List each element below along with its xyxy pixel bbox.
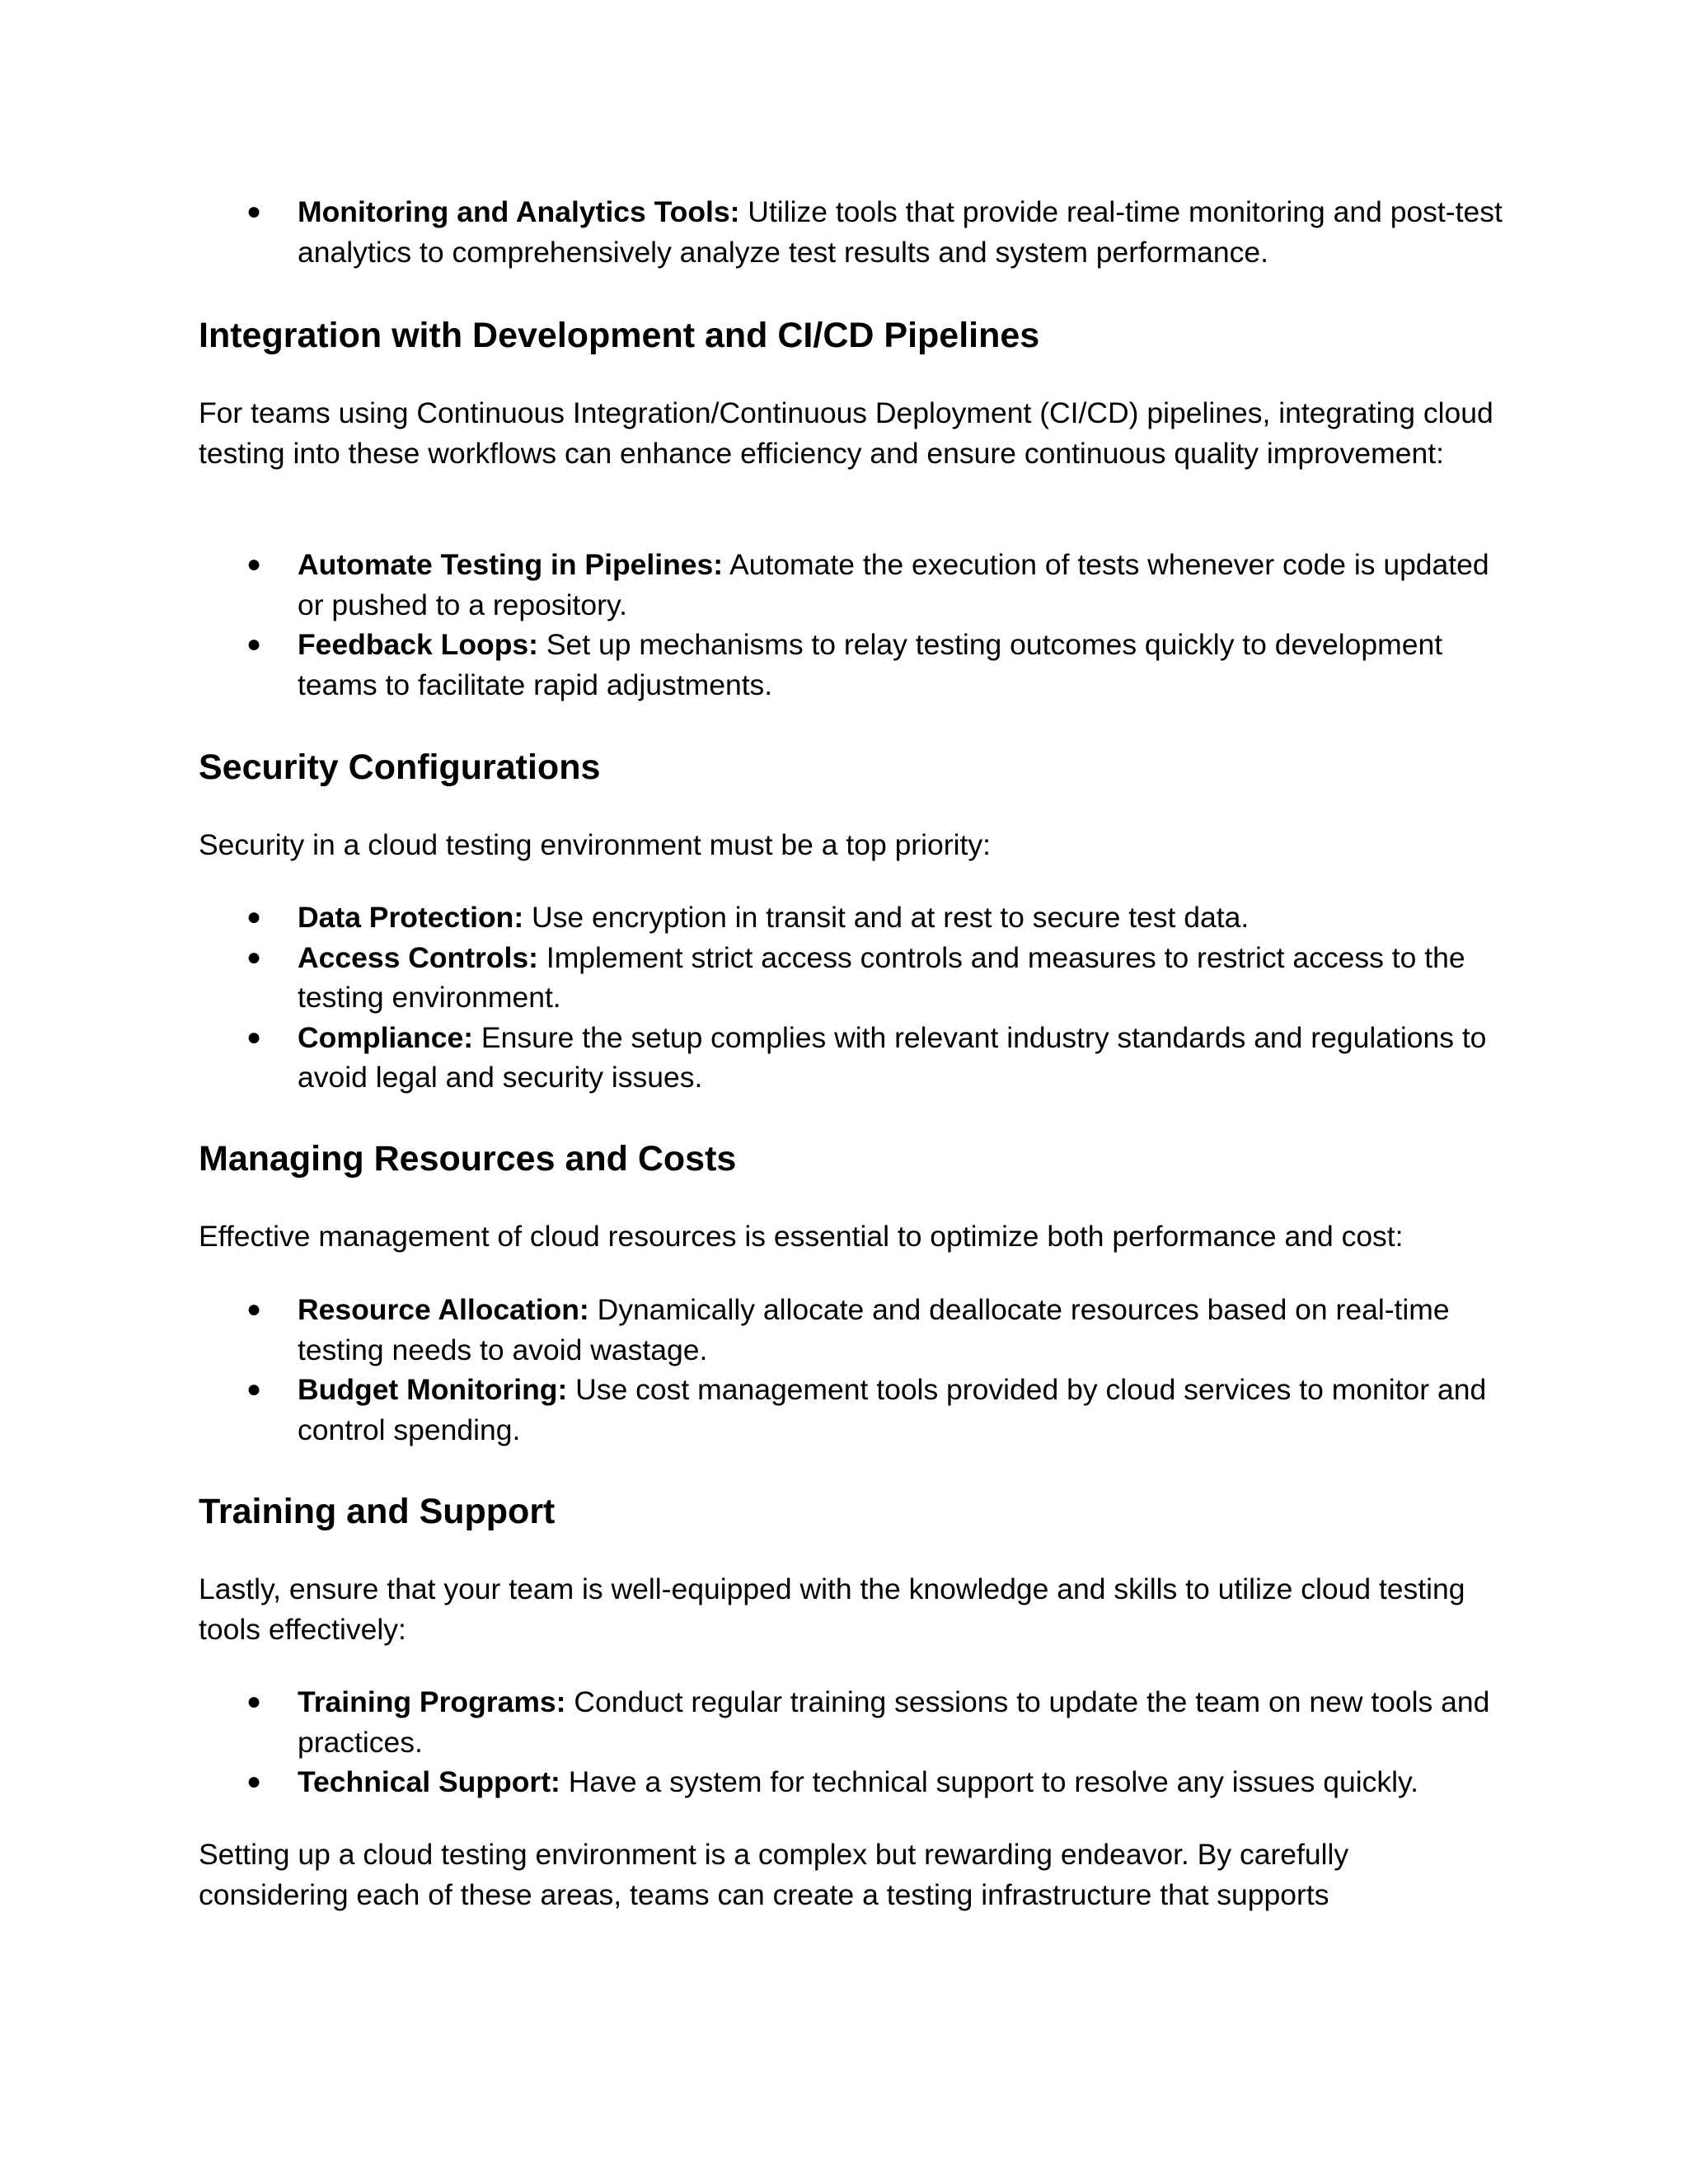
list-item-text: Automate the execution of tests whenever code is updated or pushed to a repository. <box>298 548 1489 621</box>
list-item <box>199 1018 1509 1098</box>
bullet-icon: ● <box>246 551 262 578</box>
list-item <box>199 625 1509 705</box>
list-item-text: Use encryption in transit and at rest to secure test data. <box>523 901 1250 934</box>
list-item <box>199 898 1509 938</box>
list-item-text: Ensure the setup complies with relevant industry standards and regulations to avoid legal and security issues. <box>298 1020 1487 1094</box>
list-item-text: Dynamically allocate and deallocate resources based on real-time testing needs to avoid wastage. <box>298 1293 1450 1366</box>
section-intro-resources: Effective management of cloud resources is essential to optimize both performance and cost: <box>199 1220 1404 1253</box>
section-intro-training: Lastly, ensure that your team is well-equipped with the knowledge and skills to utilize cloud testing tools effectively: <box>199 1572 1465 1646</box>
list-item <box>199 192 1509 272</box>
list-item-term: Training Programs: <box>298 1685 566 1718</box>
section-heading-security: Security Configurations <box>199 748 601 787</box>
bullet-icon: ● <box>246 903 262 930</box>
list-item <box>199 1290 1509 1370</box>
list-item-term: Monitoring and Analytics Tools: <box>298 195 740 228</box>
list-item-term: Budget Monitoring: <box>298 1373 568 1406</box>
list-item <box>199 545 1509 625</box>
section-list-resources <box>199 1290 1509 1450</box>
bullet-icon: ● <box>246 198 262 225</box>
bullet-icon: ● <box>246 1296 262 1323</box>
bullet-icon: ● <box>246 1768 262 1795</box>
section-list-security <box>199 898 1509 1098</box>
list-item-text: Implement strict access controls and measures to restrict access to the testing environment. <box>298 940 1465 1014</box>
list-item-term: Resource Allocation: <box>298 1293 589 1326</box>
list-item-term: Automate Testing in Pipelines: <box>298 548 724 581</box>
bullet-icon: ● <box>246 1688 262 1715</box>
bullet-icon: ● <box>246 630 262 658</box>
section-intro-ci-cd: For teams using Continuous Integration/Continuous Deployment (CI/CD) pipelines, integrating cloud testing into these workflows can enhance efficiency and ensure continuous quality improvement: <box>199 396 1493 470</box>
list-item-text: Set up mechanisms to relay testing outcomes quickly to development teams to facilitate rapid adjustments. <box>298 628 1443 701</box>
list-item-term: Technical Support: <box>298 1765 560 1798</box>
section-intro-security: Security in a cloud testing environment must be a top priority: <box>199 828 991 861</box>
list-item-term: Feedback Loops: <box>298 628 538 661</box>
list-item-text: Use cost management tools provided by cloud services to monitor and control spending. <box>298 1373 1487 1446</box>
list-item <box>199 1370 1509 1450</box>
section-list-ci-cd <box>199 545 1509 705</box>
list-item-text: Have a system for technical support to resolve any issues quickly. <box>560 1765 1418 1798</box>
list-item-term: Data Protection: <box>298 901 524 934</box>
section-list-training <box>199 1682 1509 1802</box>
intro-list <box>199 192 1509 272</box>
list-item-term: Compliance: <box>298 1020 474 1054</box>
section-heading-ci-cd: Integration with Development and CI/CD Pipelines <box>199 316 1040 355</box>
list-item-text: Conduct regular training sessions to update the team on new tools and practices. <box>298 1685 1490 1759</box>
section-heading-resources: Managing Resources and Costs <box>199 1139 737 1179</box>
list-item-term: Access Controls: <box>298 940 538 974</box>
list-item <box>199 1682 1509 1762</box>
list-item-text: Utilize tools that provide real-time monitoring and post-test analytics to comprehensively analyze test results and system performance. <box>298 195 1503 269</box>
list-item <box>199 1762 1509 1802</box>
bullet-icon: ● <box>246 943 262 971</box>
bullet-icon: ● <box>246 1023 262 1051</box>
bullet-icon: ● <box>246 1376 262 1403</box>
list-item <box>199 938 1509 1018</box>
closing-paragraph: Setting up a cloud testing environment is a complex but rewarding endeavor. By carefully considering each of these areas, teams can create a testing infrastructure that supports <box>199 1838 1349 1911</box>
section-heading-training: Training and Support <box>199 1492 556 1531</box>
